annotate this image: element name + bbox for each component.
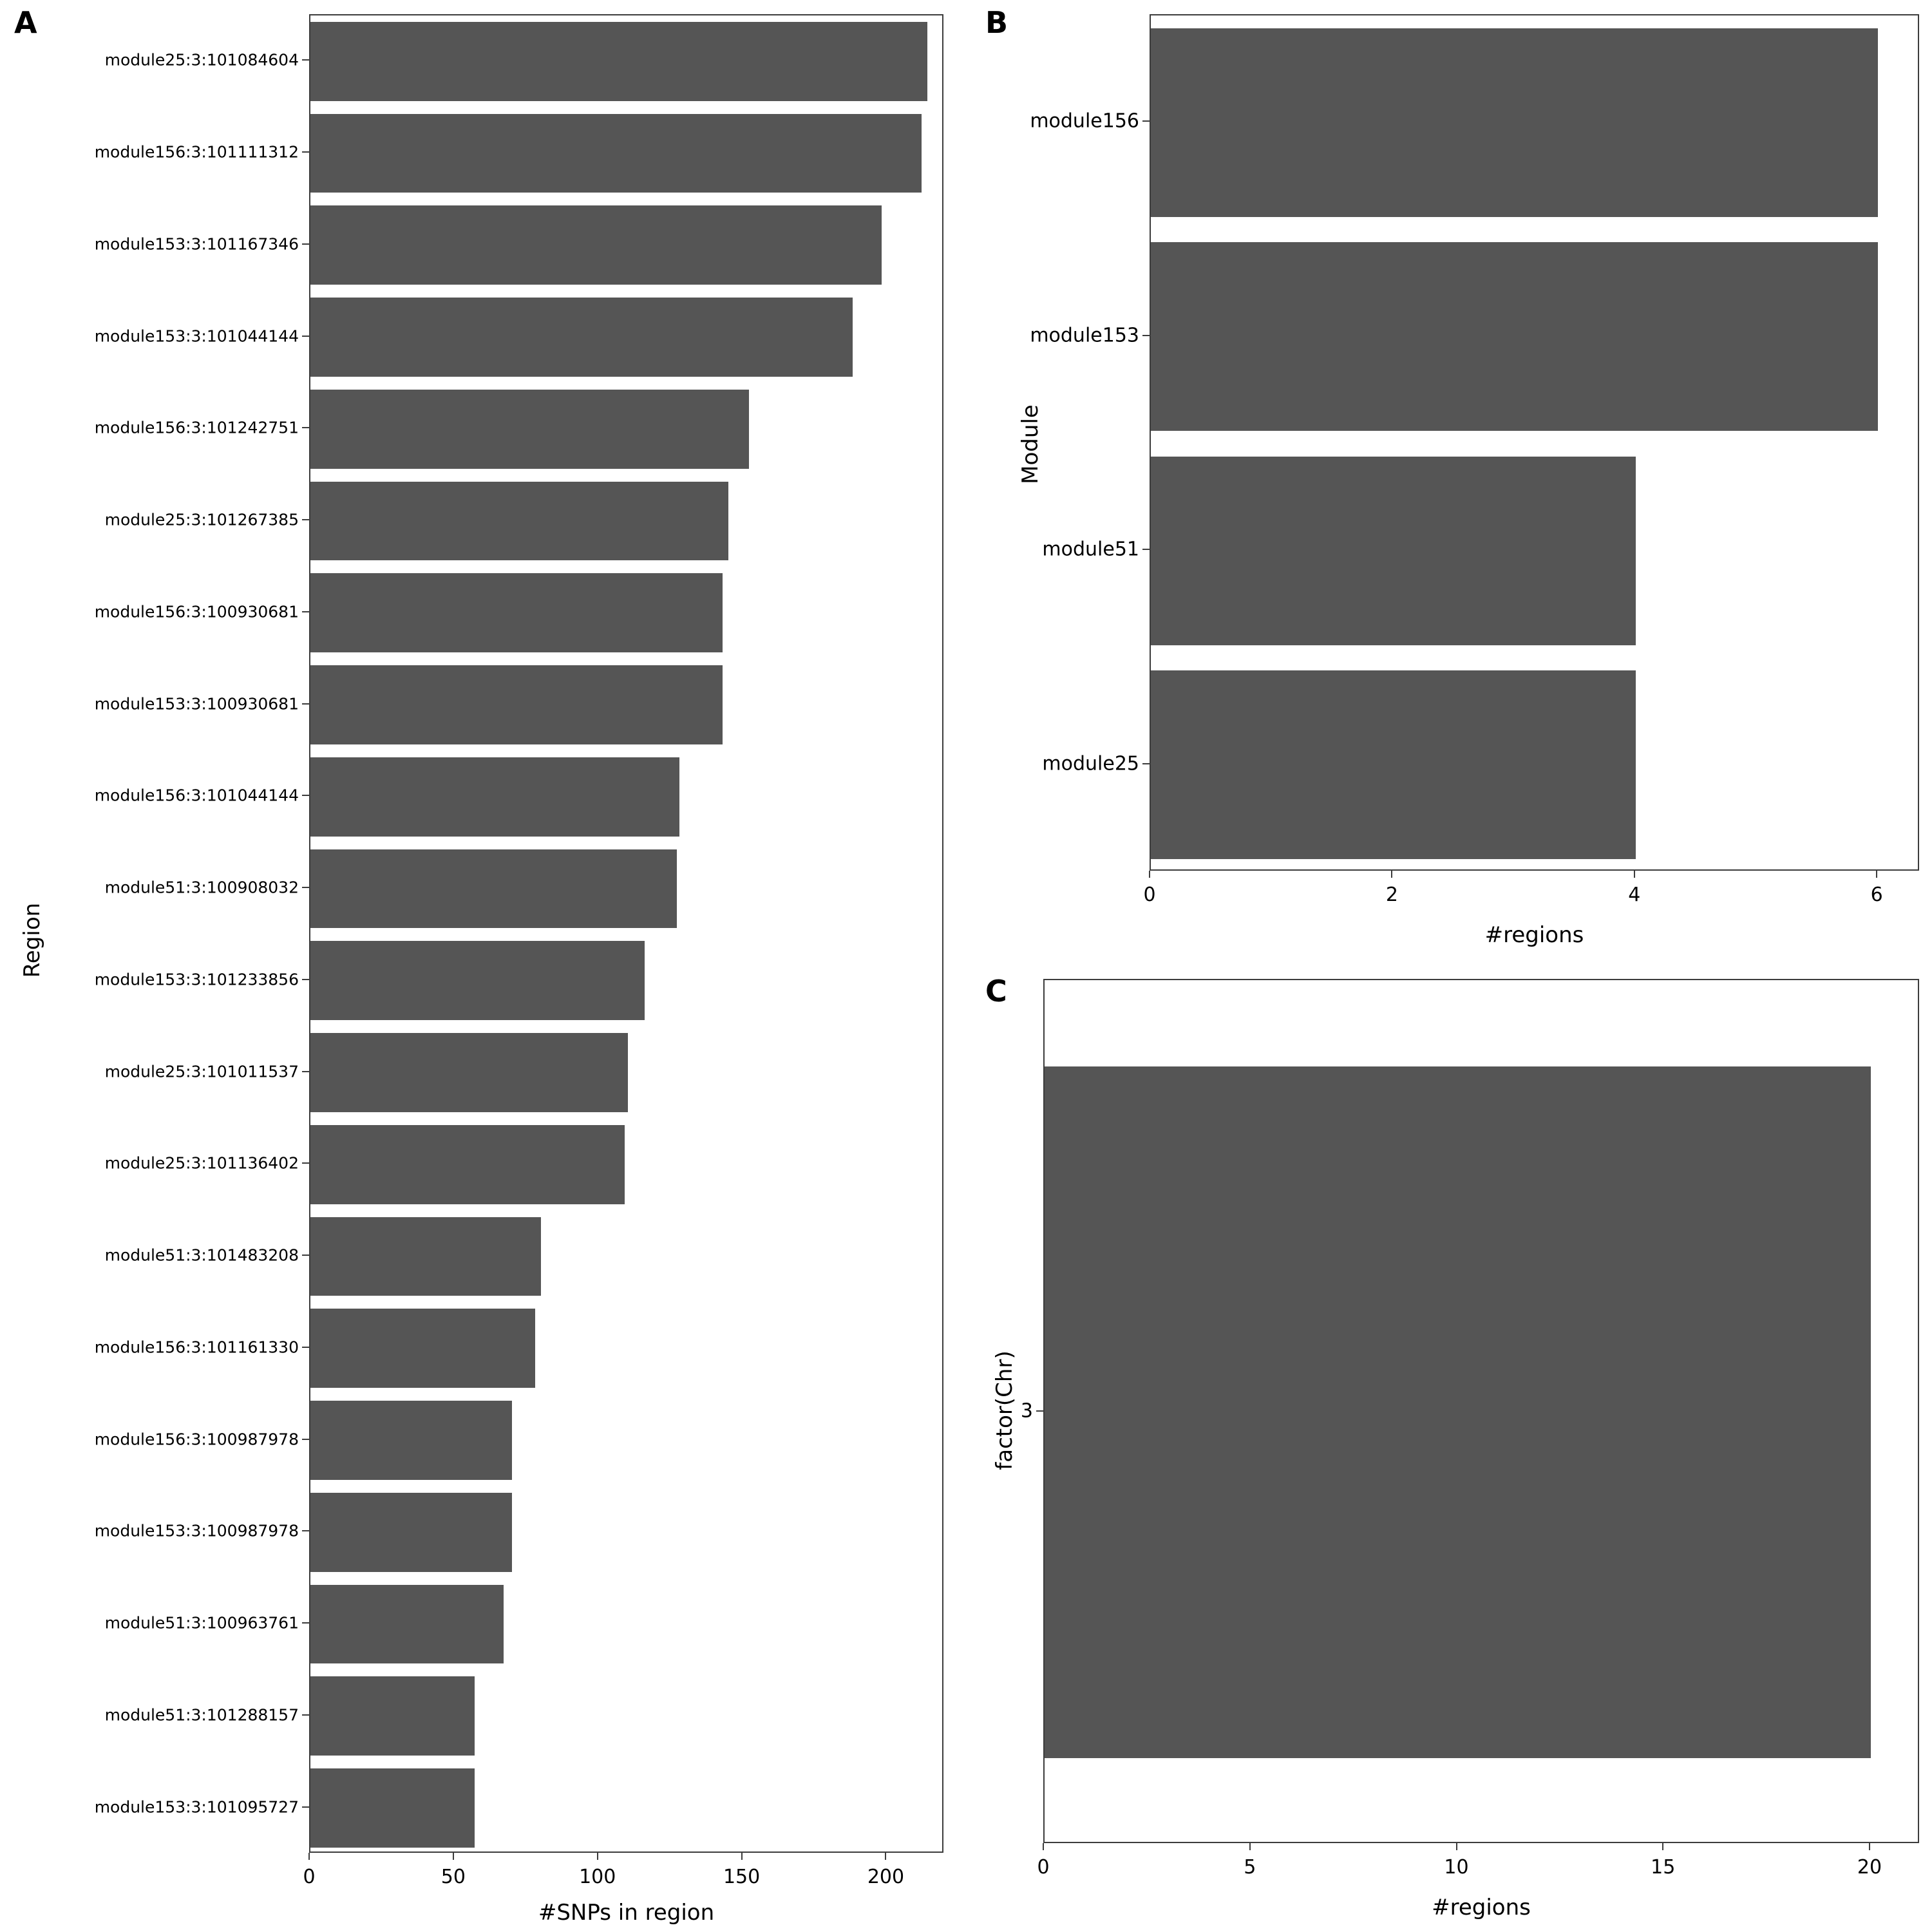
x-tick-mark [308,1853,310,1860]
x-tick-label: 6 [1870,884,1883,906]
y-tick-mark [302,243,309,245]
y-tick-mark [302,1806,309,1808]
y-tick-label: module156 [1030,109,1139,133]
bar [1151,670,1636,859]
bar [310,298,853,377]
panel-a-plot-area [309,14,943,1853]
x-tick-label: 150 [723,1866,761,1888]
panel-c-x-axis-title: #regions [1432,1895,1531,1920]
x-tick-label: 100 [579,1866,616,1888]
y-tick-label: module51:3:100908032 [104,878,299,897]
y-tick-mark [302,1071,309,1072]
panel-c [972,966,1932,1932]
y-tick-label: 3 [1020,1399,1033,1423]
bar [310,390,749,469]
bar [1151,242,1878,431]
y-tick-mark [302,151,309,153]
panel-b-bars [1151,15,1918,869]
x-tick-mark [1876,871,1877,878]
y-tick-label: module153:3:101233856 [94,970,299,989]
panel-a-bars [310,15,942,1852]
bar [310,114,922,193]
x-tick-mark [597,1853,598,1860]
x-tick-mark [1391,871,1392,878]
y-tick-mark [302,519,309,520]
bar [310,1401,512,1480]
y-tick-label: module156:3:101161330 [94,1338,299,1357]
y-tick-mark [1142,763,1150,764]
y-tick-mark [302,1622,309,1624]
y-tick-mark [302,703,309,705]
y-tick-mark [302,611,309,612]
y-tick-label: module153:3:100987978 [94,1521,299,1540]
y-tick-label: module153:3:100930681 [94,694,299,714]
x-tick-label: 0 [1037,1856,1050,1879]
x-tick-mark [453,1853,454,1860]
panel-c-bars [1045,980,1918,1842]
y-tick-label: module25:3:101267385 [104,510,299,529]
panel-c-plot-area [1043,979,1919,1843]
bar [310,1493,512,1572]
y-tick-mark [302,1439,309,1440]
x-tick-label: 20 [1857,1856,1882,1879]
panel-c-y-axis-title: factor(Chr) [992,1350,1018,1470]
bar [310,1768,475,1848]
panel-b-plot-area [1150,14,1919,871]
y-tick-label: module25:3:101084604 [104,50,299,70]
y-tick-label: module25 [1042,752,1139,775]
y-tick-mark [302,336,309,337]
bar [310,665,723,744]
y-tick-label: module156:3:100987978 [94,1430,299,1449]
x-tick-mark [1149,871,1150,878]
bar [310,941,645,1020]
panel-b-x-axis-title: #regions [1484,922,1584,948]
y-tick-mark [1142,335,1150,336]
y-tick-label: module153:3:101044144 [94,327,299,346]
x-tick-label: 2 [1385,884,1398,906]
bar [310,1309,535,1388]
y-tick-mark [302,887,309,888]
bar [310,205,882,285]
x-tick-mark [1662,1843,1663,1850]
panel-b-letter: B [985,5,1009,40]
bar [310,1676,475,1756]
y-tick-label: module156:3:101242751 [94,418,299,437]
x-tick-label: 15 [1651,1856,1676,1879]
bar [310,1125,625,1204]
y-tick-label: module25:3:101136402 [104,1153,299,1173]
panel-a-letter: A [14,5,37,40]
y-tick-mark [1142,549,1150,550]
y-tick-mark [302,59,309,61]
y-tick-mark [302,795,309,796]
panel-a-y-axis-title: Region [19,902,45,978]
bar [1045,1066,1871,1758]
x-tick-mark [1249,1843,1251,1850]
y-tick-label: module156:3:101044144 [94,786,299,805]
x-tick-mark [741,1853,743,1860]
bar [310,1585,504,1664]
y-tick-label: module51:3:100963761 [104,1613,299,1633]
bar [310,849,677,929]
y-tick-mark [302,1714,309,1716]
bar [310,1033,628,1112]
x-tick-label: 200 [867,1866,905,1888]
x-tick-mark [885,1853,886,1860]
y-tick-mark [302,1530,309,1531]
bar [310,22,927,101]
panel-c-letter: C [985,974,1007,1009]
x-tick-label: 4 [1628,884,1641,906]
x-tick-label: 10 [1444,1856,1469,1879]
panel-b [972,0,1932,966]
y-tick-label: module156:3:100930681 [94,602,299,621]
y-tick-label: module156:3:101111312 [94,142,299,162]
y-tick-mark [302,1255,309,1256]
y-tick-label: module25:3:101011537 [104,1062,299,1081]
x-tick-label: 0 [1143,884,1156,906]
bar [310,1217,541,1296]
y-tick-mark [302,1347,309,1348]
y-tick-mark [1142,120,1150,122]
y-tick-label: module51:3:101288157 [104,1705,299,1725]
y-tick-label: module51 [1042,538,1139,561]
y-tick-mark [302,427,309,428]
x-tick-label: 5 [1244,1856,1256,1879]
bar [1151,457,1636,645]
y-tick-mark [1036,1410,1043,1412]
y-tick-label: module51:3:101483208 [104,1245,299,1265]
x-tick-mark [1634,871,1635,878]
x-tick-label: 50 [440,1866,466,1888]
y-tick-label: module153 [1030,324,1139,347]
bar [310,573,723,652]
y-tick-mark [302,979,309,980]
x-tick-mark [1869,1843,1870,1850]
bar [310,482,728,561]
y-tick-label: module153:3:101167346 [94,234,299,254]
bar [1151,28,1878,217]
panel-a-x-axis-title: #SNPs in region [538,1900,715,1926]
y-tick-mark [302,1162,309,1164]
x-tick-label: 0 [303,1866,316,1888]
x-tick-mark [1043,1843,1044,1850]
panel-b-y-axis-title: Module [1018,404,1043,484]
x-tick-mark [1456,1843,1457,1850]
bar [310,757,679,837]
y-tick-label: module153:3:101095727 [94,1797,299,1817]
